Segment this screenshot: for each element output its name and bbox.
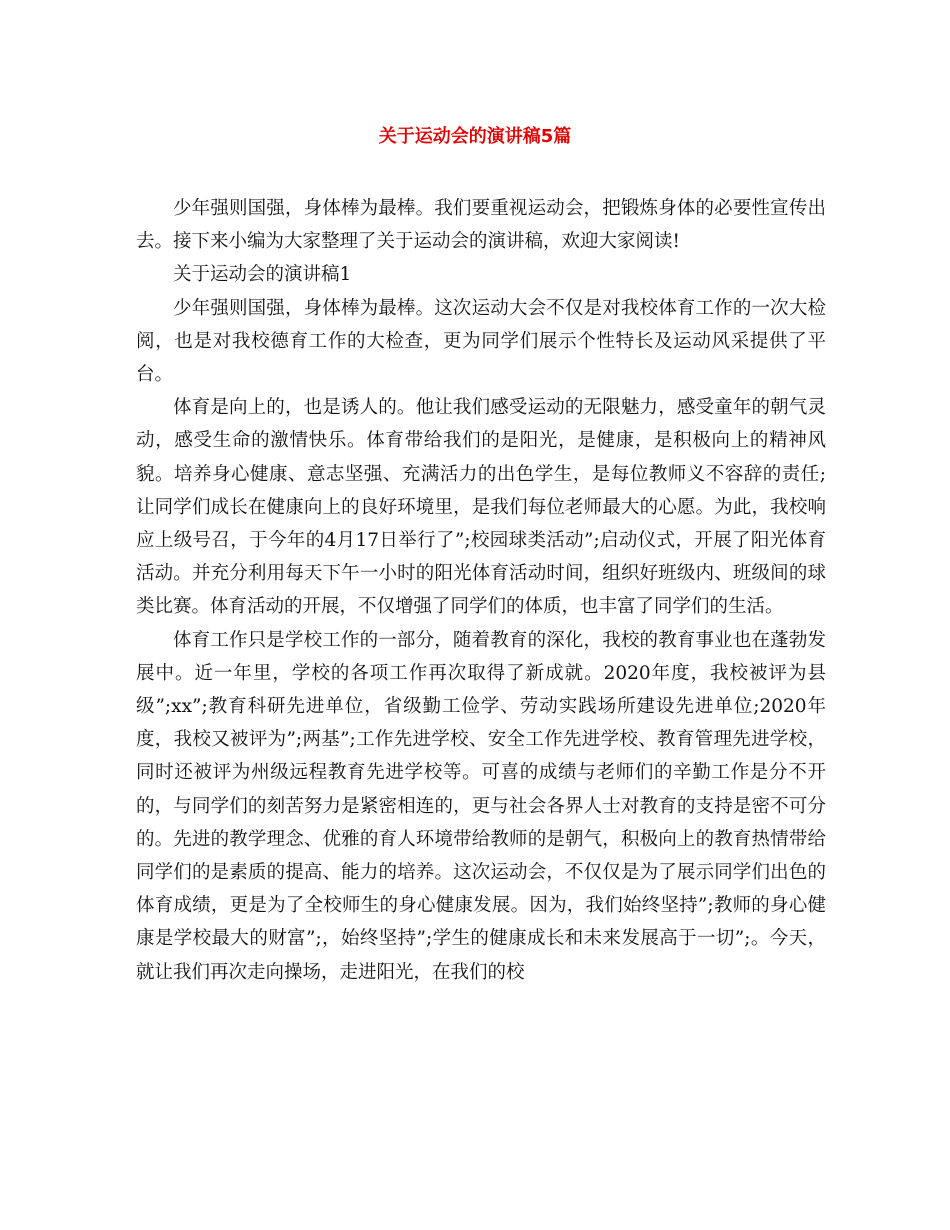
document-body: [136, 192, 826, 989]
document-title: 关于运动会的演讲稿5篇: [378, 126, 572, 147]
section-heading: 关于运动会的演讲稿1: [173, 264, 352, 286]
body-paragraph: 体育是向上的，也是诱人的。他让我们感受运动的无限魅力，感受童年的朝气灵动，感受生命的激情快乐。体育带给我们的是阳光，是健康，是积极向上的精神风貌。培养身心健康、意志坚强、充满活力的出色学生，是每位教师义不容辞的责任;让同学们成长在健康向上的良好环境里，是我们每位老师最大的心愿。为此，我校响应上级号召，于今年的4月17日举行了”;校园球类活动”;启动仪式，开展了阳光体育活动。并充分利用每天下午一小时的阳光体育活动时间，组织好班级内、班级间的球类比赛。体育活动的开展，不仅增强了同学们的体质，也丰富了同学们的生活。: [136, 397, 826, 618]
intro-paragraph: 少年强则国强，身体棒为最棒。我们要重视运动会，把锻炼身体的必要性宣传出去。接下来小编为大家整理了关于运动会的演讲稿，欢迎大家阅读!: [136, 198, 826, 253]
body-paragraph: 体育工作只是学校工作的一部分，随着教育的深化，我校的教育事业也在蓬勃发展中。近一年里，学校的各项工作再次取得了新成就。2020年度，我校被评为县级”;xx”;教育科研先进单位，省级勤工俭学、劳动实践场所建设先进单位;2020年度，我校又被评为”;两基”;工作先进学校、安全工作先进学校、教育管理先进学校，同时还被评为州级远程教育先进学校等。可喜的成绩与老师们的辛勤工作是分不开的，与同学们的刻苦努力是紧密相连的，更与社会各界人士对教育的支持是密不可分的。先进的教学理念、优雅的育人环境带给教师的是朝气，积极向上的教育热情带给同学们的是素质的提高、能力的培养。这次运动会，不仅仅是为了展示同学们出色的体育成绩，更是为了全校师生的身心健康发展。因为，我们始终坚持”;教师的身心健康是学校最大的财富”;，始终坚持”;学生的健康成长和未来发展高于一切”;。今天，就让我们再次走向操场，走进阳光，在我们的校: [136, 629, 826, 983]
body-paragraph: 少年强则国强，身体棒为最棒。这次运动大会不仅是对我校体育工作的一次大检阅，也是对我校德育工作的大检查，更为同学们展示个性特长及运动风采提供了平台。: [136, 297, 826, 386]
